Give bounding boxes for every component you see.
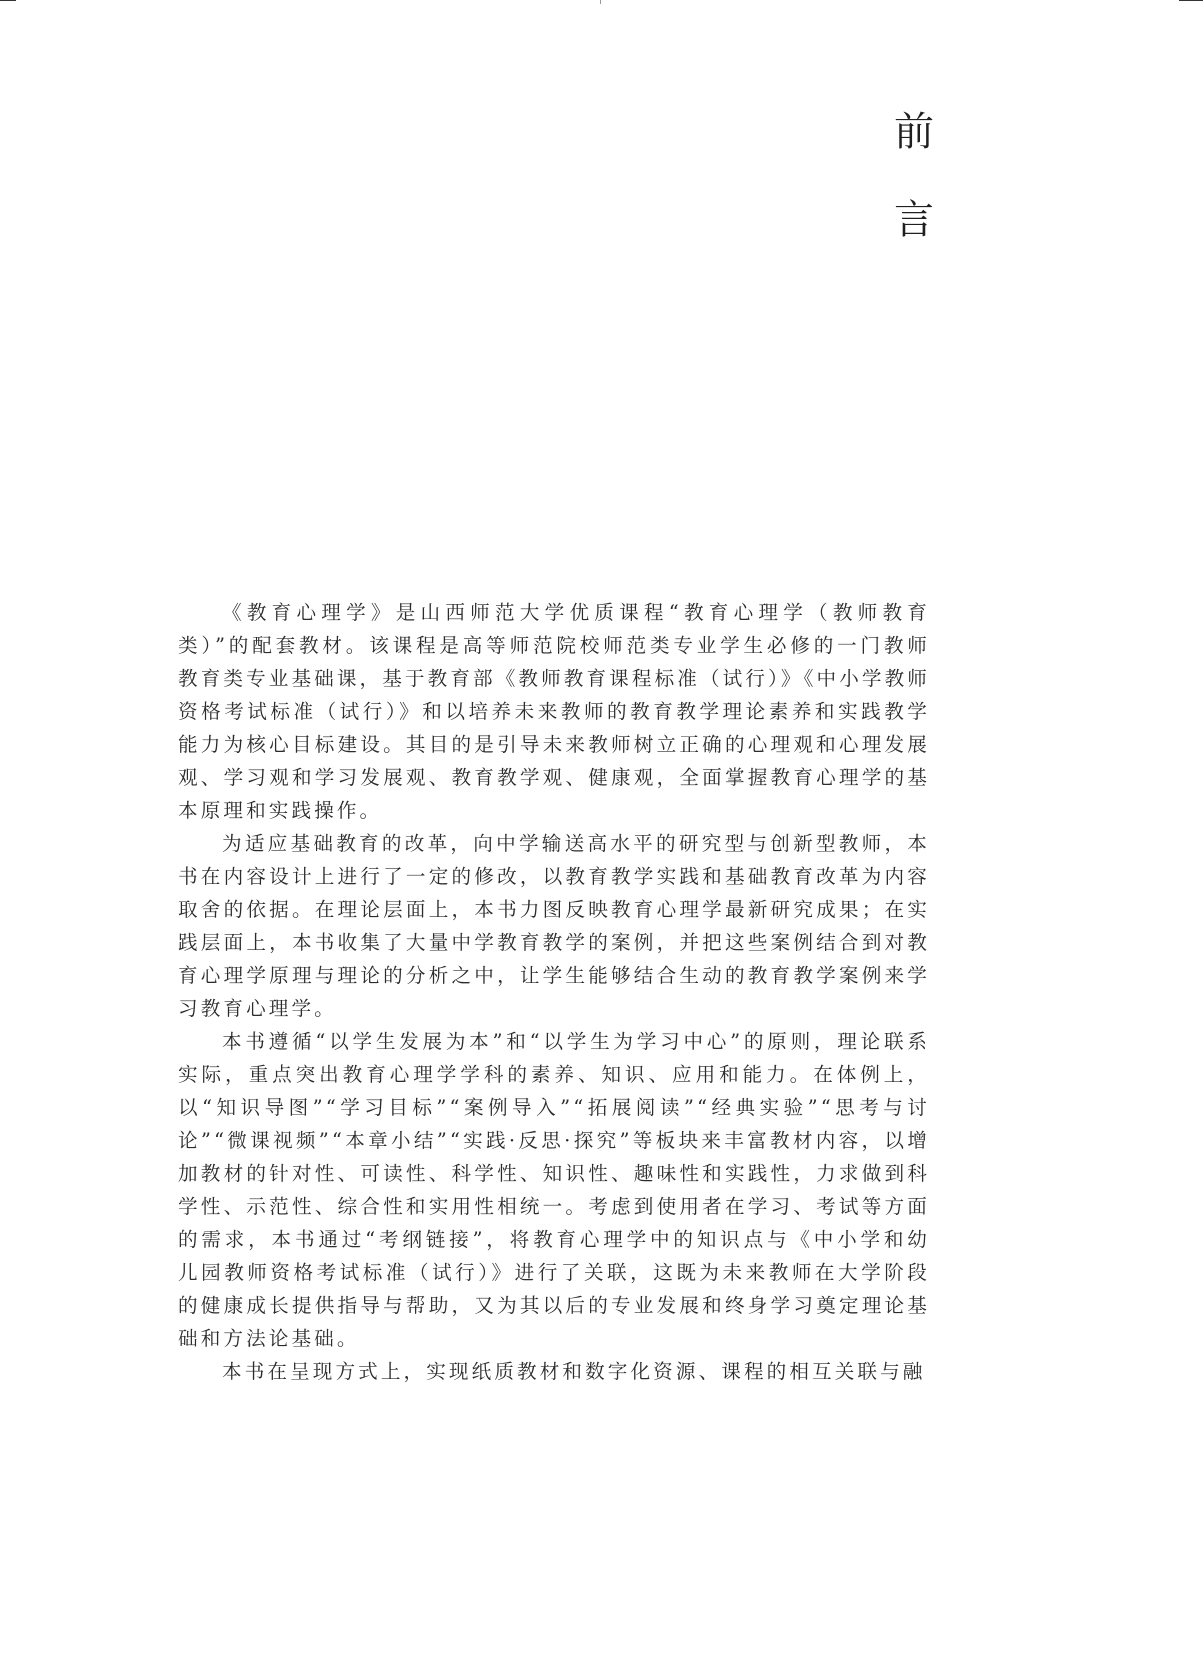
crop-mark-left	[0, 0, 16, 1]
crop-mark-center	[600, 0, 601, 4]
page-title	[884, 109, 944, 243]
title-char-2: 言	[894, 197, 934, 243]
paragraph-3: 本书遵循“以学生发展为本”和“以学生为学习中心”的原则，理论联系实际，重点突出教育心理学学科的素养、知识、应用和能力。在体例上，以“知识导图”“学习目标”“案例导入”“拓展阅读”“经典实验”“思考与讨论”“微课视频”“本章小结”“实践·反思·探究”等板块来丰富教材内容，以增加教材的针对性、可读性、科学性、知识性、趣味性和实践性，力求做到科学性、示范性、综合性和实用性相统一。考虑到使用者在学习、考试等方面的需求，本书通过“考纲链接”，将教育心理学中的知识点与《中小学和幼儿园教师资格考试标准（试行）》进行了关联，这既为未来教师在大学阶段的健康成长提供指导与帮助，又为其以后的专业发展和终身学习奠定理论基础和方法论基础。	[178, 1030, 930, 1350]
crop-mark-right	[1179, 0, 1203, 1]
title-char-1: 前	[894, 109, 934, 155]
preface-body	[178, 596, 930, 1388]
paragraph-1: 《教育心理学》是山西师范大学优质课程“教育心理学（教师教育类）”的配套教材。该课程是高等师范院校师范类专业学生必修的一门教师教育类专业基础课，基于教育部《教师教育课程标准（试行）》《中小学教师资格考试标准（试行）》和以培养未来教师的教育教学理论素养和实践教学能力为核心目标建设。其目的是引导未来教师树立正确的心理观和心理发展观、学习观和学习发展观、教育教学观、健康观，全面掌握教育心理学的基本原理和实践操作。	[178, 601, 930, 822]
paragraph-2: 为适应基础教育的改革，向中学输送高水平的研究型与创新型教师，本书在内容设计上进行了一定的修改，以教育教学实践和基础教育改革为内容取舍的依据。在理论层面上，本书力图反映教育心理学最新研究成果；在实践层面上，本书收集了大量中学教育教学的案例，并把这些案例结合到对教育心理学原理与理论的分析之中，让学生能够结合生动的教育教学案例来学习教育心理学。	[178, 832, 930, 1020]
paragraph-4: 本书在呈现方式上，实现纸质教材和数字化资源、课程的相互关联与融	[222, 1360, 926, 1383]
